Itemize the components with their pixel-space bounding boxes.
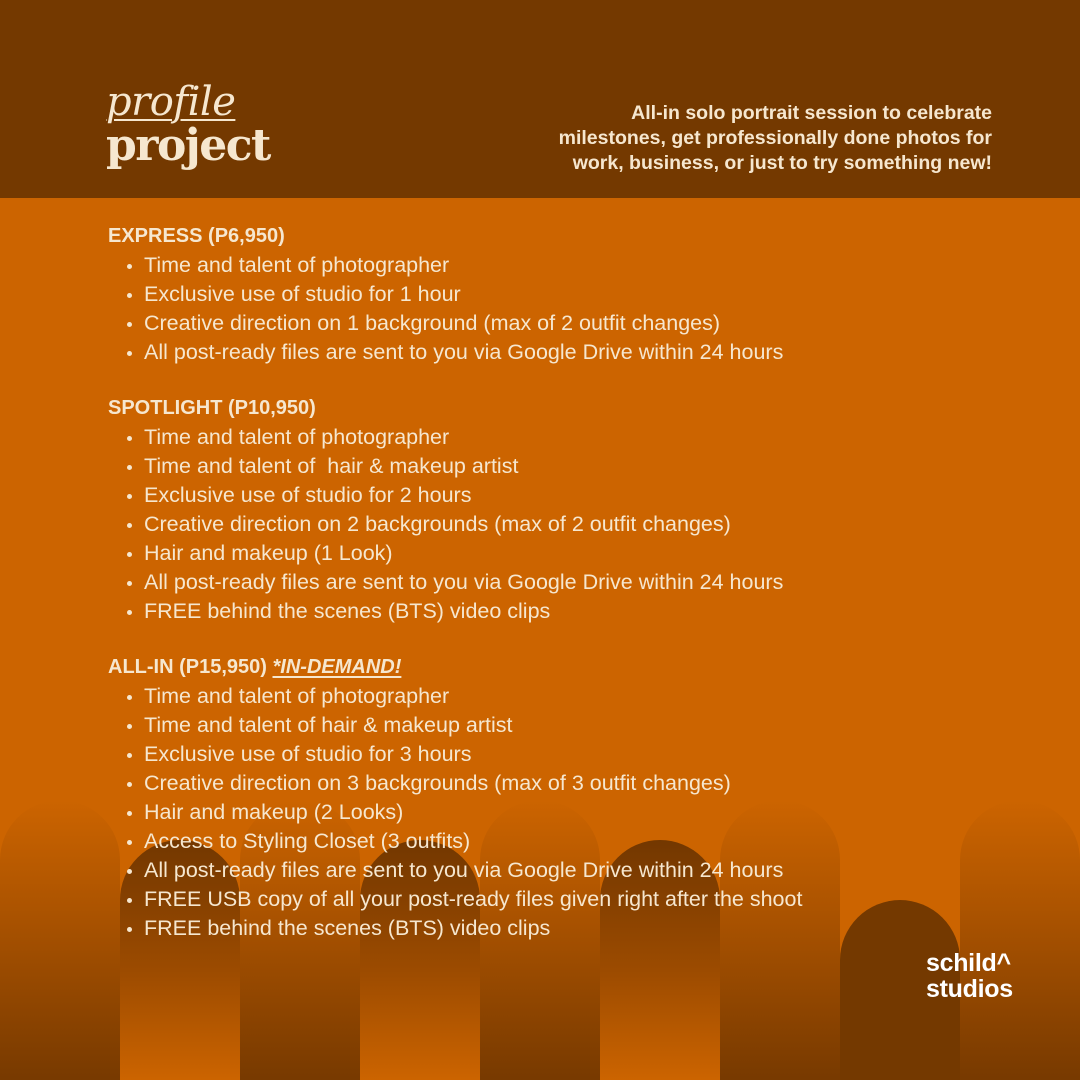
logo-word-profile: profile — [106, 79, 236, 125]
package-spotlight — [108, 394, 988, 626]
tagline-line: milestones, get professionally done photos for — [558, 127, 992, 149]
feature-item: Creative direction on 2 backgrounds (max of 2 outfit changes) — [108, 510, 988, 539]
feature-item: All post-ready files are sent to you via Google Drive within 24 hours — [108, 568, 988, 597]
feature-item: Hair and makeup (2 Looks) — [108, 798, 988, 827]
package-title-text: ALL-IN (P15,950) — [108, 656, 267, 678]
package-express — [108, 222, 988, 367]
package-title-text: EXPRESS (P6,950) — [108, 225, 285, 247]
feature-list — [108, 682, 988, 943]
feature-item: Creative direction on 1 background (max of 2 outfit changes) — [108, 309, 988, 338]
package-title — [108, 222, 988, 251]
brand-line: studios — [926, 975, 1013, 1003]
feature-item: Creative direction on 3 backgrounds (max of 3 outfit changes) — [108, 769, 988, 798]
feature-item: Exclusive use of studio for 1 hour — [108, 280, 988, 309]
feature-item: Hair and makeup (1 Look) — [108, 539, 988, 568]
package-title-text: SPOTLIGHT (P10,950) — [108, 397, 316, 419]
package-title — [108, 394, 988, 423]
in-demand-badge: *IN-DEMAND! — [272, 656, 402, 678]
package-title — [108, 653, 988, 682]
feature-item: FREE USB copy of all your post-ready files given right after the shoot — [108, 885, 988, 914]
feature-item: Time and talent of photographer — [108, 682, 988, 711]
feature-item: Time and talent of photographer — [108, 251, 988, 280]
tagline-line: work, business, or just to try something new! — [572, 152, 992, 174]
feature-item: Access to Styling Closet (3 outfits) — [108, 827, 988, 856]
feature-item: Time and talent of photographer — [108, 423, 988, 452]
package-all-in — [108, 653, 988, 943]
pillar-shape — [0, 800, 120, 1080]
feature-item: Exclusive use of studio for 2 hours — [108, 481, 988, 510]
feature-item: Exclusive use of studio for 3 hours — [108, 740, 988, 769]
packages-list — [108, 222, 988, 970]
tagline-line: All-in solo portrait session to celebrate — [631, 102, 992, 124]
feature-list — [108, 423, 988, 626]
feature-item: Time and talent of hair & makeup artist — [108, 711, 988, 740]
brand-line: schild^ — [926, 949, 1011, 977]
feature-item: FREE behind the scenes (BTS) video clips — [108, 597, 988, 626]
feature-item: All post-ready files are sent to you via Google Drive within 24 hours — [108, 856, 988, 885]
schild-studios-logo — [926, 950, 1013, 1002]
feature-item: All post-ready files are sent to you via Google Drive within 24 hours — [108, 338, 988, 367]
feature-item: Time and talent of hair & makeup artist — [108, 452, 988, 481]
logo-word-project: project — [106, 120, 270, 171]
feature-item: FREE behind the scenes (BTS) video clips — [108, 914, 988, 943]
feature-list — [108, 251, 988, 367]
